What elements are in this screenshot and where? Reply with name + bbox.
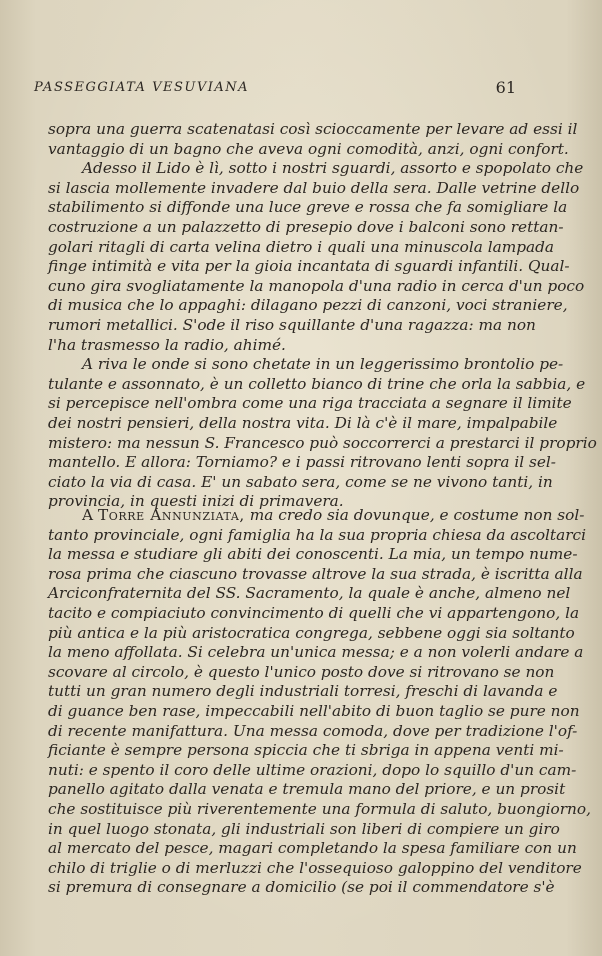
- text-line: costruzione a un palazzetto di presepio dove i balconi sono rettan-: [48, 217, 564, 236]
- text-line: tutti un gran numero degli industriali torresi, freschi di lavanda e: [48, 682, 558, 701]
- text-line: vantaggio di un bagno che aveva ogni comodità, anzi, ogni confort.: [48, 139, 569, 158]
- text-line: più antica e la più aristocratica congrega, sebbene oggi sia soltanto: [48, 623, 575, 642]
- text-line: rumori metallici. S'ode il riso squillante d'una ragazza: ma non: [48, 315, 536, 334]
- text-line: tacito e compiaciuto convincimento di quelli che vi appartengono, la: [48, 603, 580, 622]
- text-line: sopra una guerra scatenatasi così scioccamente per levare ad essi il: [48, 120, 578, 138]
- opening-article: A: [82, 506, 94, 524]
- text-line: di guance ben rase, impeccabili nell'abito di buon taglio se pure non: [48, 701, 580, 720]
- paragraph-lido: [48, 120, 597, 512]
- text-line: provincia, in questi inizi di primavera.: [48, 492, 344, 511]
- text-line: dei nostri pensieri, della nostra vita. Di là c'è il mare, impalpabile: [48, 413, 558, 432]
- text-line: chilo di triglie o di merluzzi che l'ossequioso galoppino del venditore: [48, 858, 582, 877]
- text-line: ciato la via di casa. E' un sabato sera, come se ne vivono tanti, in: [48, 472, 553, 491]
- text-line: A riva le onde si sono chetate in un leggerissimo brontolio pe-: [82, 355, 564, 374]
- running-title: PASSEGGIATA VESUVIANA: [34, 80, 249, 95]
- text-line: si percepisce nell'ombra come una riga tracciata a segnare il limite: [48, 394, 572, 413]
- text-line: che sostituisce più riverentemente una formula di saluto, buongiorno,: [48, 799, 591, 818]
- place-name: Torre Annunziata,: [97, 506, 245, 524]
- text-line: di recente manifattura. Una messa comoda, dove per tradizione l'of-: [48, 721, 578, 740]
- page-number: 61: [495, 78, 516, 97]
- text-line: la meno affollata. Si celebra un'unica messa; e a non volerli andare a: [48, 643, 584, 662]
- text-line: stabilimento si diffonde una luce greve e rossa che fa somigliare la: [48, 198, 568, 217]
- text-line: la messa e studiare gli abiti dei conoscenti. La mia, un tempo nume-: [48, 545, 578, 564]
- text-line: scovare al circolo, è questo l'unico posto dove si ritrovano se non: [48, 662, 555, 681]
- text-line: tulante e assonnato, è un colletto bianco di trine che orla la sabbia, e: [48, 374, 586, 393]
- text-line: nuti: e spento il coro delle ultime orazioni, dopo lo squillo d'un cam-: [48, 760, 577, 779]
- text-line: in quel luogo stonata, gli industriali son liberi di compiere un giro: [48, 819, 560, 838]
- text-line: al mercato del pesce, magari completando la spesa familiare con un: [48, 839, 577, 858]
- text-line: si premura di consegnare a domicilio (se poi il commendatore s'è: [48, 878, 555, 897]
- text-line: mistero: ma nessun S. Francesco può soccorrerci a prestarci il proprio: [48, 433, 597, 452]
- running-head: [34, 80, 516, 100]
- text-line-first: [48, 506, 585, 526]
- paragraph-torre-annunziata: [48, 506, 591, 898]
- text-line: Arciconfraternita del SS. Sacramento, la quale è anche, almeno nel: [48, 584, 571, 603]
- text-line: mantello. E allora: Torniamo? e i passi ritrovano lenti sopra il sel-: [48, 453, 556, 472]
- text-line: rosa prima che ciascuno trovasse altrove la sua strada, è iscritta alla: [48, 564, 583, 583]
- text-line: finge intimità e vita per la gioia incantata di sguardi infantili. Qual-: [48, 257, 570, 276]
- text-line: cuno gira svogliatamente la manopola d'una radio in cerca d'un poco: [48, 276, 585, 295]
- text-line: di musica che lo appaghi: dilagano pezzi di canzoni, voci straniere,: [48, 296, 568, 315]
- text-line: ficiante è sempre persona spiccia che ti sbriga in appena venti mi-: [48, 741, 564, 760]
- text-line: tanto provinciale, ogni famiglia ha la sua propria chiesa da ascoltarci: [48, 525, 586, 544]
- text-line: l'ha trasmesso la radio, ahimé.: [48, 335, 286, 354]
- text-line: golari ritagli di carta velina dietro i quali una minuscola lampada: [48, 237, 555, 256]
- text-line: panello agitato dalla venata e tremula mano del priore, e un prosit: [48, 780, 566, 799]
- text-line: Adesso il Lido è lì, sotto i nostri sguardi, assorto e spopolato che: [82, 159, 584, 178]
- text-line: si lascia mollemente invadere dal buio della sera. Dalle vetrine dello: [48, 178, 580, 197]
- first-line-text: ma credo sia dovunque, e costume non sol-: [249, 506, 585, 524]
